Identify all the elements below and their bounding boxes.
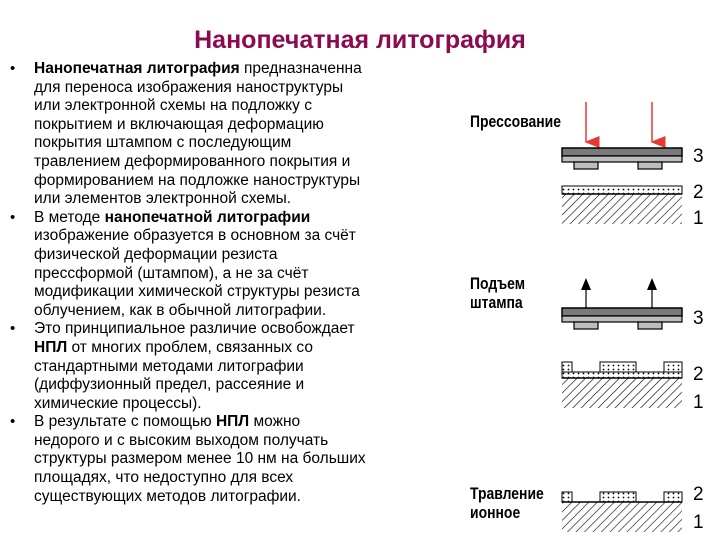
text-run: формированием на подложке наноструктуры [34,171,361,189]
bullet-line [34,320,460,339]
bullet-line [34,302,460,321]
text-run: покрытия штампом с последующим [34,134,292,152]
text-run: травлением деформированного покрытия и [34,152,351,170]
text-run: или элементов электронной схемы. [34,190,292,208]
stamp-body [562,156,682,162]
bullet-icon: • [10,413,16,431]
stage-pressing-drawing [562,102,682,224]
bullet-line [34,172,460,191]
stage-lift-drawing [562,278,682,408]
stage-etch-drawing [562,492,682,532]
bold-text: Нанопечатная литография [34,60,240,77]
bullet-line [34,134,460,153]
bullet-list [8,60,460,506]
text-run: или электронной схемы на подложку с [34,97,312,115]
bold-text: нанопечатной литографии [104,208,311,226]
bullet-line [34,190,460,209]
bullet-item [8,209,460,321]
bullet-icon: • [10,320,16,338]
process-figure [462,60,720,540]
lift-arrow-icon [647,278,657,290]
layer-number: 1 [693,392,704,413]
text-run: можно [249,413,301,431]
stamp-tooth [574,162,598,169]
bullet-text-column [8,60,460,540]
text-run: стандартными методами литографии [34,357,304,375]
stamp-plate [562,148,682,156]
bullet-line [34,413,460,432]
layer-number: 2 [693,364,704,385]
bullet-line [34,227,460,246]
text-run: покрытием и включающая деформацию [34,115,324,133]
bullet-line [34,116,460,135]
bold-text: НПЛ [215,413,250,431]
bullet-line [34,488,460,507]
layer-number: 1 [693,208,704,229]
bullet-line [34,376,460,395]
text-run: недорого и с высоким выходом получать [34,431,329,449]
text-run: В методе [34,208,105,226]
text-run: физической деформации резиста [34,245,278,263]
resist-layer [562,186,682,194]
slide-title: Нанопечатная литография [194,26,526,54]
text-run: изображение образуется в основном за счёт [34,227,356,245]
stage-label-ion-etching: Травление ионное [470,484,544,522]
text-run: для переноса изображения наноструктуры [34,78,344,96]
bold-text: НПЛ [34,338,68,356]
bullet-item [8,413,460,506]
text-run: предназначенна [239,60,362,77]
substrate [562,194,682,224]
stage-label-stamp-lift: Подъем штампа [470,274,526,312]
layer-number: 3 [693,308,704,329]
bullet-line [34,246,460,265]
bullet-line [34,97,460,116]
bullet-icon: • [10,208,16,226]
text-run: химические процессы). [34,394,202,412]
bullet-line [34,283,460,302]
text-run: от многих проблем, связанных со [67,338,313,356]
bullet-line [34,339,460,358]
stage-label-pressing: Прессование [470,112,562,131]
layer-number: 2 [693,484,704,505]
layer-number: 2 [693,182,704,203]
bullet-line [34,60,460,79]
bullet-item [8,60,460,209]
process-diagram [462,60,720,540]
bullet-item [8,320,460,413]
layer-number: 1 [693,512,704,533]
bullet-icon: • [10,60,16,77]
bullet-line [34,358,460,377]
lift-arrow-icon [581,278,591,290]
text-run: модификации химической структуры резиста [34,283,360,301]
bullet-line [34,209,460,228]
bullet-line [34,265,460,284]
text-run: площадях, что недоступно для всех [34,469,294,487]
bullet-line [34,432,460,451]
bullet-line [34,395,460,414]
bullet-line [34,153,460,172]
bullet-line [34,79,460,98]
layer-number: 3 [693,146,704,167]
text-run: прессформой (штампом), а не за счёт [34,264,309,282]
bullet-line [34,450,460,469]
stamp-tooth [638,162,662,169]
text-run: структуры размером менее 10 нм на больших [34,450,366,468]
text-run: (диффузионный предел, рассеяние и [34,376,305,394]
bullet-line [34,469,460,488]
text-run: существующих методов литографии. [34,487,301,505]
text-run: В результате с помощью [34,413,216,431]
text-run: Это принципиальное различие освобождает [34,320,355,338]
text-run: облучением, как в обычной литографии. [34,301,327,319]
